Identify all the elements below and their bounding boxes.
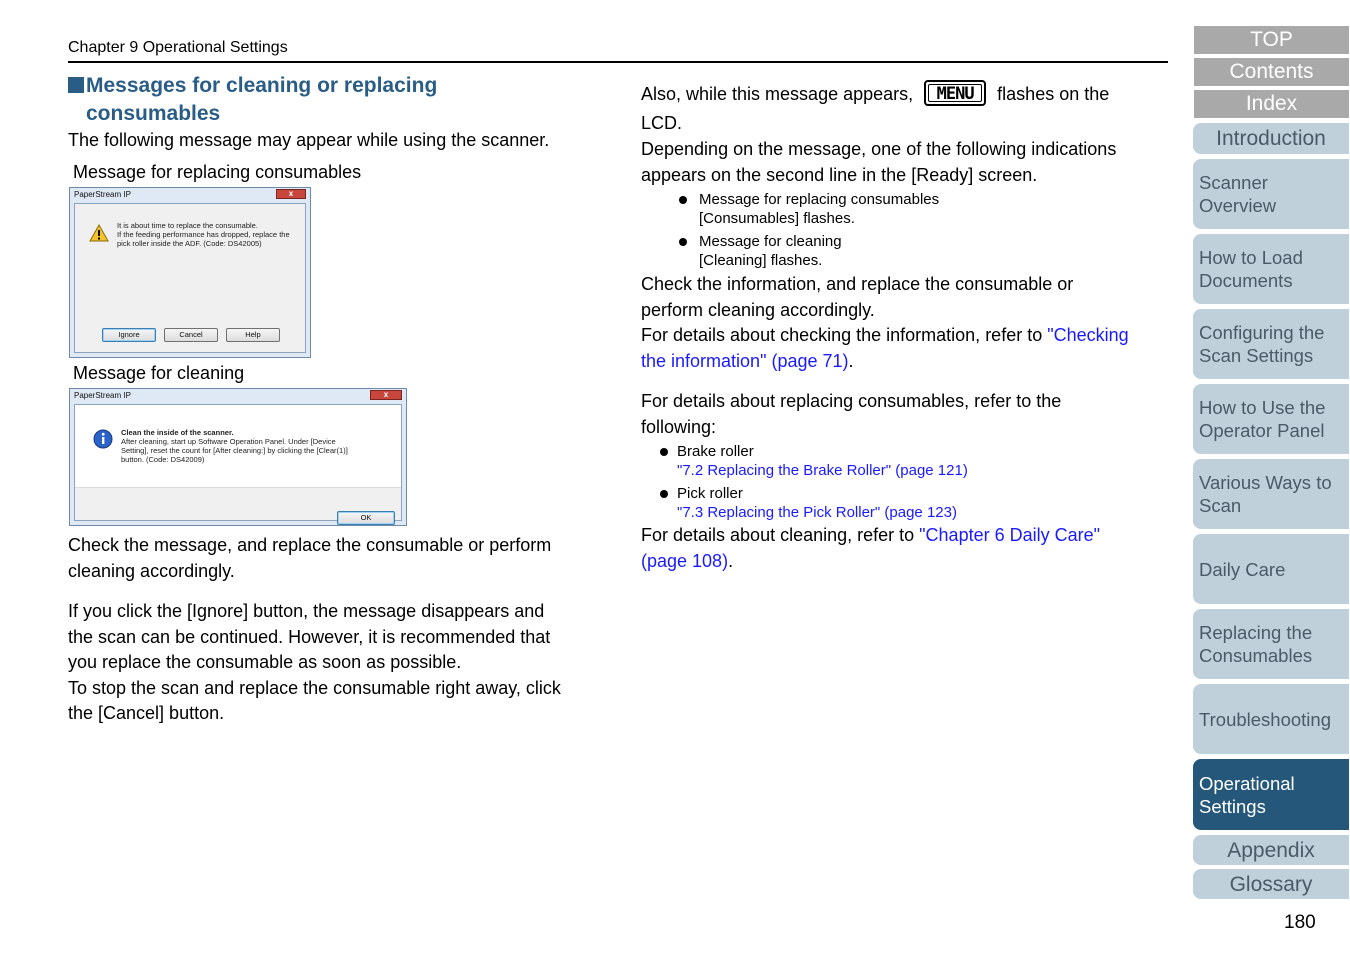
dialog-message-line: pick roller inside the ADF. (Code: DS42005) bbox=[117, 239, 262, 248]
dialog-message bbox=[117, 221, 307, 248]
nav-tab-label: Documents bbox=[1199, 270, 1293, 291]
caption-replace: Message for replacing consumables bbox=[73, 162, 362, 182]
dialog-message bbox=[121, 428, 391, 464]
help-button: Help bbox=[226, 328, 280, 342]
text-line: Pick roller bbox=[677, 485, 743, 502]
close-icon: x bbox=[370, 390, 402, 400]
text-line: you replace the consumable as soon as possible. bbox=[68, 652, 462, 672]
header-rule bbox=[68, 61, 1168, 63]
nav-tab-label: Various Ways to bbox=[1199, 472, 1332, 493]
menu-flash-line bbox=[641, 80, 1171, 109]
ok-button: OK bbox=[337, 511, 395, 525]
cancel-button: Cancel bbox=[164, 328, 218, 342]
text-line: [Consumables] flashes. bbox=[699, 210, 855, 227]
nav-tab-replacing-consumables[interactable] bbox=[1193, 609, 1349, 679]
nav-tab-label: Settings bbox=[1199, 795, 1266, 817]
dialog-message-line: It is about time to replace the consumable. bbox=[117, 221, 258, 230]
text-line: Check the message, and replace the consumable or perform bbox=[68, 535, 552, 555]
dialog-message-line: Clean the inside of the scanner. bbox=[121, 428, 234, 437]
nav-tab-label: Overview bbox=[1199, 195, 1277, 216]
text-span: For details about cleaning, refer to bbox=[641, 525, 920, 545]
indication-item bbox=[679, 190, 1079, 228]
section-title-line1: Messages for cleaning or replacing bbox=[86, 74, 438, 97]
dialog-message-line: Setting], reset the count for [After cleaning:] by clicking the [Clear(1)] bbox=[121, 446, 348, 455]
nav-index-button[interactable]: Index bbox=[1194, 90, 1349, 118]
nav-tab-appendix[interactable]: Appendix bbox=[1193, 835, 1349, 865]
text-line: If you click the [Ignore] button, the message disappears and bbox=[68, 601, 545, 621]
list-item bbox=[660, 442, 1110, 480]
nav-tab-label: Scanner bbox=[1199, 172, 1268, 193]
text-line: following: bbox=[641, 416, 717, 437]
bullet-icon bbox=[679, 196, 687, 204]
info-icon bbox=[93, 429, 113, 449]
text-span: Also, while this message appears, bbox=[641, 84, 914, 104]
nav-contents-button[interactable]: Contents bbox=[1194, 58, 1349, 86]
text-line bbox=[641, 349, 1171, 375]
nav-tab-label: Scan bbox=[1199, 495, 1242, 516]
dialog-message-line: button. (Code: DS42009) bbox=[121, 455, 205, 464]
lcd-text: LCD. bbox=[641, 113, 683, 133]
dialog-body bbox=[74, 203, 306, 353]
dialog-title: PaperStream IP bbox=[74, 391, 131, 400]
nav-tab-scan-settings[interactable] bbox=[1193, 309, 1349, 379]
depend-paragraph bbox=[641, 137, 1171, 188]
caption-clean: Message for cleaning bbox=[73, 363, 245, 383]
nav-tab-label: How to Load bbox=[1199, 247, 1303, 268]
text-line: cleaning accordingly. bbox=[68, 560, 235, 581]
bullet-icon bbox=[679, 238, 687, 246]
brake-roller-link[interactable]: "7.2 Replacing the Brake Roller" (page 121) bbox=[677, 462, 968, 479]
nav-tab-label: Operational bbox=[1199, 772, 1295, 794]
daily-care-link[interactable]: "Chapter 6 Daily Care" bbox=[919, 525, 1101, 545]
text-line: perform cleaning accordingly. bbox=[641, 299, 875, 320]
nav-top-button[interactable]: TOP bbox=[1194, 26, 1349, 54]
nav-tab-label: How to Use the bbox=[1199, 397, 1326, 418]
bullet-icon bbox=[660, 448, 668, 456]
nav-tab-glossary[interactable]: Glossary bbox=[1193, 869, 1349, 899]
pick-roller-link[interactable]: "7.3 Replacing the Pick Roller" (page 123) bbox=[677, 504, 957, 521]
daily-care-link[interactable]: (page 108) bbox=[641, 550, 729, 571]
nav-tab-operational-settings[interactable] bbox=[1193, 759, 1349, 830]
nav-tab-label: Configuring the bbox=[1199, 322, 1325, 343]
section-title bbox=[68, 72, 588, 128]
text-span: . bbox=[848, 350, 854, 371]
nav-tab-label: Troubleshooting bbox=[1199, 708, 1331, 730]
dialog-message-line: If the feeding performance has dropped, replace the bbox=[117, 230, 290, 239]
nav-tab-label: Replacing the bbox=[1199, 622, 1313, 643]
check-info-paragraph bbox=[641, 272, 1171, 374]
bullet-icon bbox=[660, 490, 668, 498]
nav-tab-various-ways[interactable] bbox=[1193, 459, 1349, 529]
section-title-line2: consumables bbox=[86, 102, 221, 125]
menu-icon-label: MENU bbox=[928, 84, 982, 102]
text-line bbox=[641, 323, 1171, 349]
text-span: flashes on the bbox=[997, 84, 1110, 104]
text-line: Depending on the message, one of the following indications bbox=[641, 139, 1117, 159]
nav-tab-label: Scan Settings bbox=[1199, 345, 1314, 366]
text-line: For details about replacing consumables, refer to the bbox=[641, 391, 1062, 411]
ignore-paragraph bbox=[68, 599, 598, 727]
text-line: the scan can be continued. However, it is recommended that bbox=[68, 626, 551, 647]
check-paragraph bbox=[68, 533, 598, 584]
text-line bbox=[641, 549, 1171, 575]
ignore-button: Ignore bbox=[102, 328, 156, 342]
list-item bbox=[660, 484, 1110, 522]
text-span: . bbox=[728, 550, 734, 571]
dialog-title: PaperStream IP bbox=[74, 190, 131, 199]
menu-button-icon bbox=[924, 80, 986, 106]
clean-details-paragraph bbox=[641, 523, 1171, 574]
text-line: the [Cancel] button. bbox=[68, 703, 225, 723]
replace-dialog-image bbox=[69, 187, 311, 358]
nav-tab-label: Daily Care bbox=[1199, 558, 1286, 580]
dialog-message-line: After cleaning, start up Software Operation Panel. Under [Device bbox=[121, 437, 336, 446]
nav-tab-introduction[interactable]: Introduction bbox=[1193, 123, 1349, 154]
text-line: Brake roller bbox=[677, 443, 754, 460]
nav-tab-troubleshooting[interactable] bbox=[1193, 684, 1349, 754]
text-line: [Cleaning] flashes. bbox=[699, 252, 823, 269]
nav-tab-daily-care[interactable] bbox=[1193, 534, 1349, 604]
text-line: Message for cleaning bbox=[699, 233, 842, 250]
intro-text: The following message may appear while using the scanner. bbox=[68, 130, 550, 150]
nav-tab-load-documents[interactable] bbox=[1193, 234, 1349, 304]
text-line: To stop the scan and replace the consumable right away, click bbox=[68, 677, 561, 698]
nav-tab-scanner-overview[interactable] bbox=[1193, 159, 1349, 229]
replace-details-paragraph bbox=[641, 389, 1171, 440]
chapter-header: Chapter 9 Operational Settings bbox=[68, 39, 288, 56]
text-span: For details about checking the information, refer to bbox=[641, 325, 1048, 345]
checking-info-link[interactable]: the information" (page 71) bbox=[641, 350, 849, 371]
nav-tab-label: Operator Panel bbox=[1199, 420, 1325, 441]
warning-icon bbox=[89, 224, 109, 242]
text-line: Check the information, and replace the consumable or bbox=[641, 274, 1074, 294]
page-number: 180 bbox=[1284, 912, 1316, 933]
text-line: Message for replacing consumables bbox=[699, 191, 940, 208]
dialog-body bbox=[74, 404, 402, 521]
close-icon: x bbox=[276, 189, 306, 199]
nav-tab-operator-panel[interactable] bbox=[1193, 384, 1349, 454]
text-line bbox=[641, 523, 1171, 549]
checking-info-link[interactable]: "Checking bbox=[1047, 325, 1129, 345]
indication-item bbox=[679, 232, 1079, 270]
clean-dialog-image bbox=[69, 388, 407, 526]
square-bullet-icon bbox=[68, 77, 84, 93]
nav-tab-label: Consumables bbox=[1199, 645, 1313, 666]
text-line: appears on the second line in the [Ready] screen. bbox=[641, 164, 1038, 185]
